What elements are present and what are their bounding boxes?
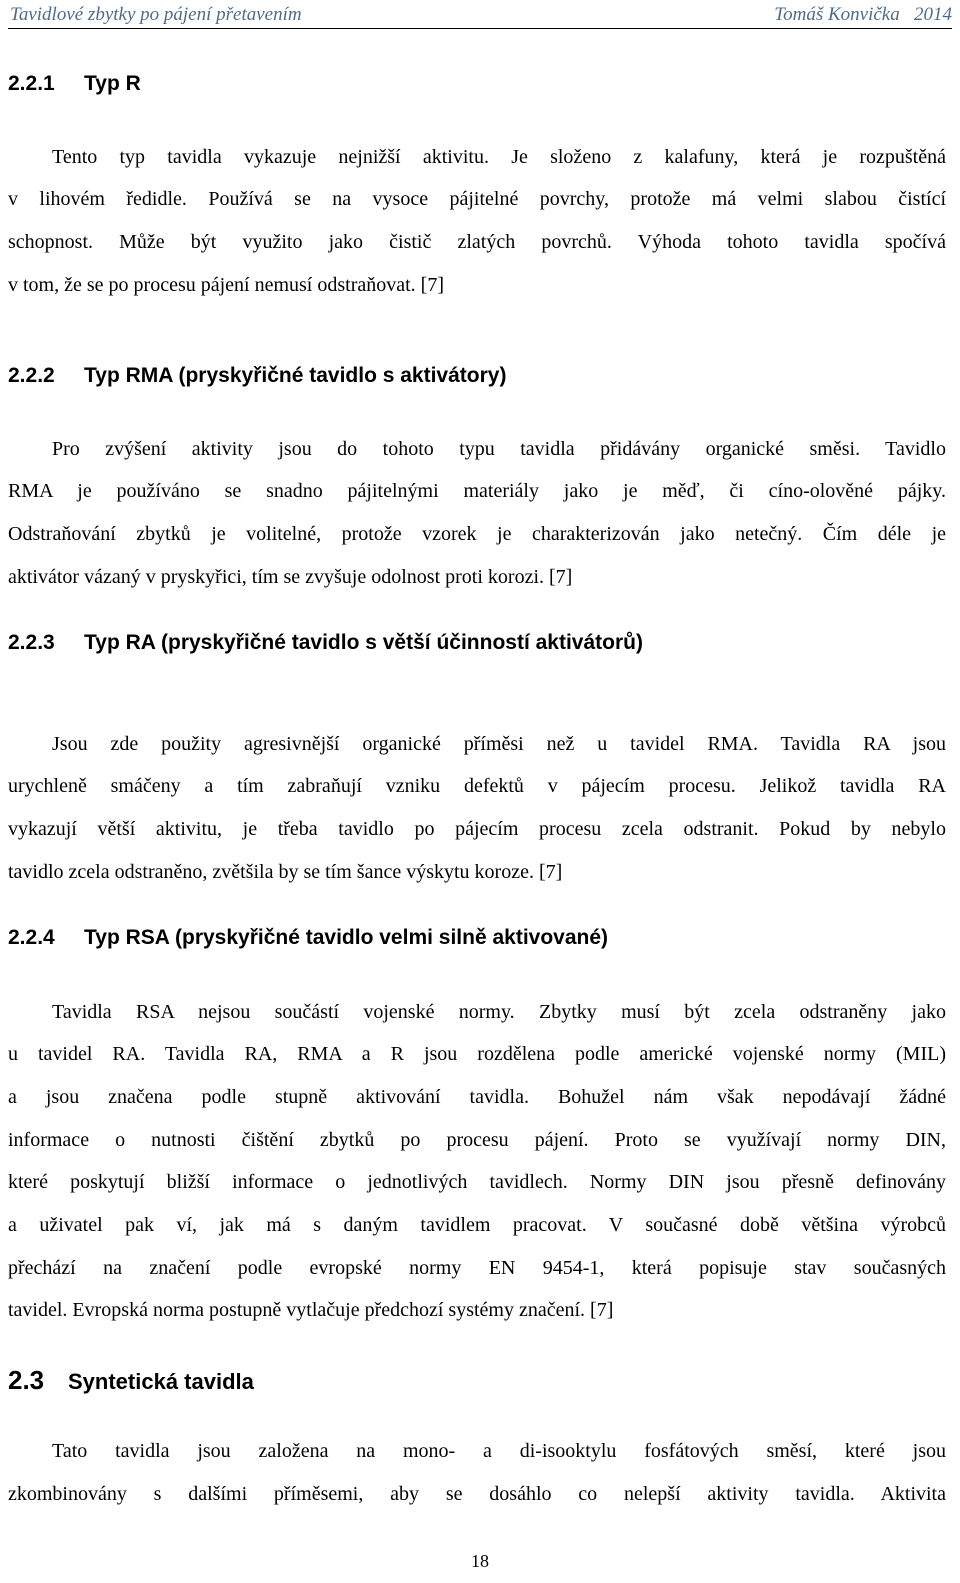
section-number: 2.2.2 bbox=[8, 364, 55, 387]
page-number: 18 bbox=[471, 1551, 489, 1571]
paragraph-line: Jsou zde použity agresivnější organické příměsi než u tavidel RMA. Tavidla RA jsou bbox=[52, 733, 946, 755]
section-title: Typ R bbox=[84, 72, 141, 95]
paragraph-line: v tom, že se po procesu pájení nemusí odstraňovat. [7] bbox=[8, 274, 444, 296]
section-number: 2.3 bbox=[8, 1365, 45, 1395]
running-header bbox=[8, 2, 952, 29]
paragraph-line: schopnost. Může být využito jako čistič zlatých povrchů. Výhoda tohoto tavidla spočívá bbox=[8, 231, 946, 253]
section-heading-2-2-1 bbox=[8, 72, 141, 96]
paragraph-line: u tavidel RA. Tavidla RA, RMA a R jsou rozdělena podle americké vojenské normy (MIL) bbox=[8, 1043, 946, 1065]
section-number: 2.2.3 bbox=[8, 631, 55, 654]
section-title: Typ RMA (pryskyřičné tavidlo s aktivátory) bbox=[84, 364, 507, 387]
section-title: Typ RA (pryskyřičné tavidlo s větší účinností aktivátorů) bbox=[84, 631, 643, 654]
paragraph-line: v lihovém ředidle. Používá se na vysoce pájitelné povrchy, protože má velmi slabou čistící bbox=[8, 188, 946, 210]
section-heading-2-2-4 bbox=[8, 926, 608, 950]
section-heading-2-2-3 bbox=[8, 631, 643, 655]
paragraph-line: aktivátor vázaný v pryskyřici, tím se zvyšuje odolnost proti korozi. [7] bbox=[8, 566, 573, 588]
section-number: 2.2.1 bbox=[8, 72, 55, 95]
paragraph-line: a jsou značena podle stupně aktivování tavidla. Bohužel nám však nepodávají žádné bbox=[8, 1086, 946, 1108]
paragraph-line: zkombinovány s dalšími příměsemi, aby se dosáhlo co nelepší aktivity tavidla. Aktivita bbox=[8, 1483, 946, 1505]
paragraph-line: tavidel. Evropská norma postupně vytlačuje předchozí systémy značení. [7] bbox=[8, 1299, 614, 1321]
paragraph-line: Tavidla RSA nejsou součástí vojenské normy. Zbytky musí být zcela odstraněny jako bbox=[52, 1001, 946, 1023]
section-title: Typ RSA (pryskyřičné tavidlo velmi silně aktivované) bbox=[84, 926, 609, 949]
section-number: 2.2.4 bbox=[8, 926, 55, 949]
paragraph-line: informace o nutnosti čištění zbytků po procesu pájení. Proto se využívají normy DIN, bbox=[8, 1129, 946, 1151]
paragraph-line: RMA je používáno se snadno pájitelnými materiály jako je měď, či cíno-olověné pájky. bbox=[8, 480, 946, 502]
paragraph-line: Tento typ tavidla vykazuje nejnižší aktivitu. Je složeno z kalafuny, která je rozpuštěná bbox=[52, 146, 946, 168]
header-title: Tavidlové zbytky po pájení přetavením bbox=[10, 4, 302, 25]
section-heading-2-3 bbox=[8, 1365, 254, 1396]
paragraph-line: tavidlo zcela odstraněno, zvětšila by se tím šance výskytu koroze. [7] bbox=[8, 861, 563, 883]
paragraph-line: Pro zvýšení aktivity jsou do tohoto typu tavidla přidávány organické směsi. Tavidlo bbox=[52, 438, 946, 460]
paragraph-line: urychleně smáčeny a tím zabraňují vzniku defektů v pájecím procesu. Jelikož tavidla RA bbox=[8, 775, 946, 797]
paragraph-line: vykazují větší aktivitu, je třeba tavidlo po pájecím procesu zcela odstranit. Pokud by nebylo bbox=[8, 818, 946, 840]
section-heading-2-2-2 bbox=[8, 364, 506, 388]
paragraph-line: a uživatel pak ví, jak má s daným tavidlem pracovat. V současné době většina výrobců bbox=[8, 1214, 946, 1236]
paragraph-line: Tato tavidla jsou založena na mono- a di-isooktylu fosfátových směsí, které jsou bbox=[52, 1440, 946, 1462]
section-title: Syntetická tavidla bbox=[68, 1369, 254, 1394]
paragraph-line: přechází na značení podle evropské normy EN 9454-1, která popisuje stav současných bbox=[8, 1257, 946, 1279]
paragraph-line: Odstraňování zbytků je volitelné, protože vzorek je charakterizován jako netečný. Čím déle je bbox=[8, 523, 946, 545]
header-author-year: Tomáš Konvička 2014 bbox=[774, 4, 952, 25]
paragraph-line: které poskytují bližší informace o jednotlivých tavidlech. Normy DIN jsou přesně definovány bbox=[8, 1171, 946, 1193]
